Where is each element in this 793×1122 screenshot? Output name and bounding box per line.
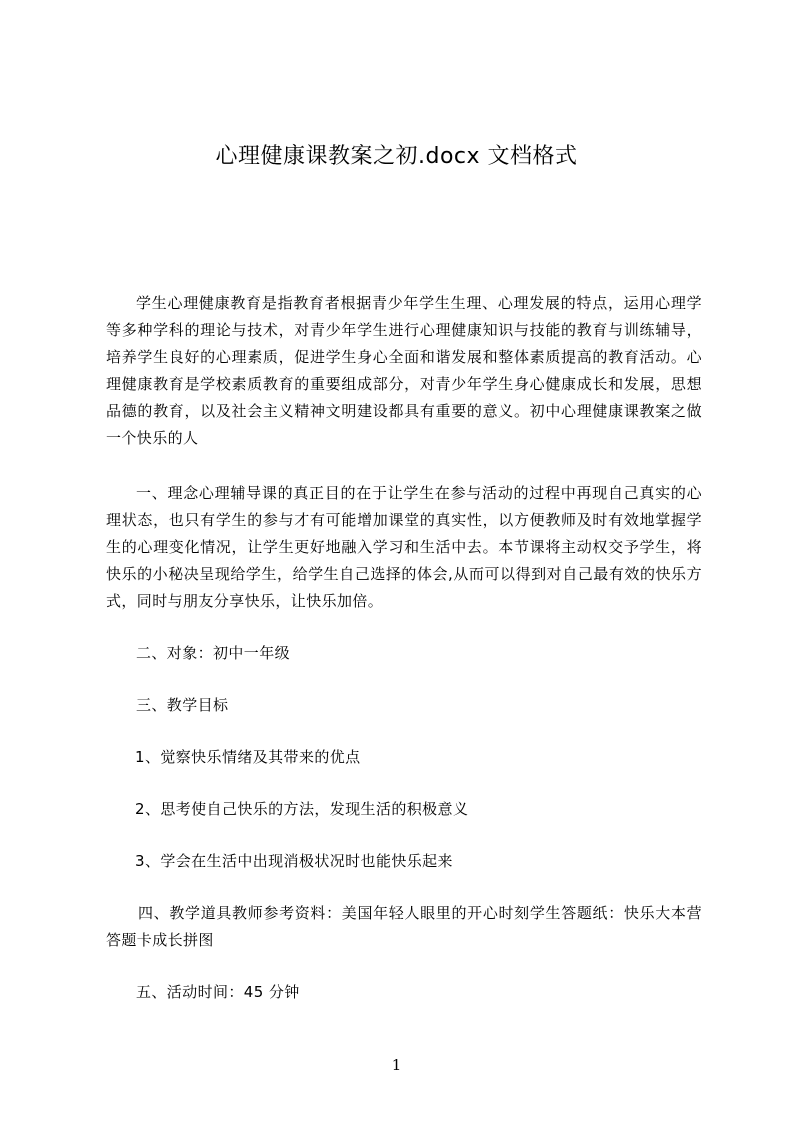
goal-item-3: 3、学会在生活中出现消极状况时也能快乐起来 (135, 852, 453, 870)
page-number: 1 (391, 1056, 402, 1074)
page-title: 心理健康课教案之初.docx 文档格式 (215, 144, 578, 169)
target-line: 二、对象：初中一年级 (136, 644, 291, 662)
duration-line: 五、活动时间：45 分钟 (136, 983, 300, 1001)
intro-paragraph: 学生心理健康教育是指教育者根据青少年学生生理、心理发展的特点，运用心理学等多种学科的理论与技术，对青少年学生进行心理健康知识与技能的教育与训练辅导，培养学生良好的心理素质，促进学生身心全面和谐发展和整体素质提高的教育活动。心理健康教育是学校素质教育的重要组成部分，对青少年学生身心健康成长和发展，思想品德的教育，以及社会主义精神文明建设都具有重要的意义。初中心理健康课教案之做一个快乐的人 (106, 294, 702, 447)
goals-heading: 三、教学目标 (136, 696, 229, 714)
materials-paragraph: 四、教学道具教师参考资料：美国年轻人眼里的开心时刻学生答题纸：快乐大本营答题卡成长拼图 (106, 904, 702, 949)
concept-paragraph: 一、理念心理辅导课的真正目的在于让学生在参与活动的过程中再现自己真实的心理状态，也只有学生的参与才有可能增加课堂的真实性，以方便教师及时有效地掌握学生的心理变化情况，让学生更好地融入学习和生活中去。本节课将主动权交予学生，将快乐的小秘决呈现给学生，给学生自己选择的体会,从而可以得到对自己最有效的快乐方式，同时与朋友分享快乐，让快乐加倍。 (106, 484, 702, 610)
document-body (106, 290, 702, 1006)
goal-item-1: 1、觉察快乐情绪及其带来的优点 (135, 748, 361, 766)
goal-item-2: 2、思考使自己快乐的方法，发现生活的积极意义 (135, 800, 469, 818)
